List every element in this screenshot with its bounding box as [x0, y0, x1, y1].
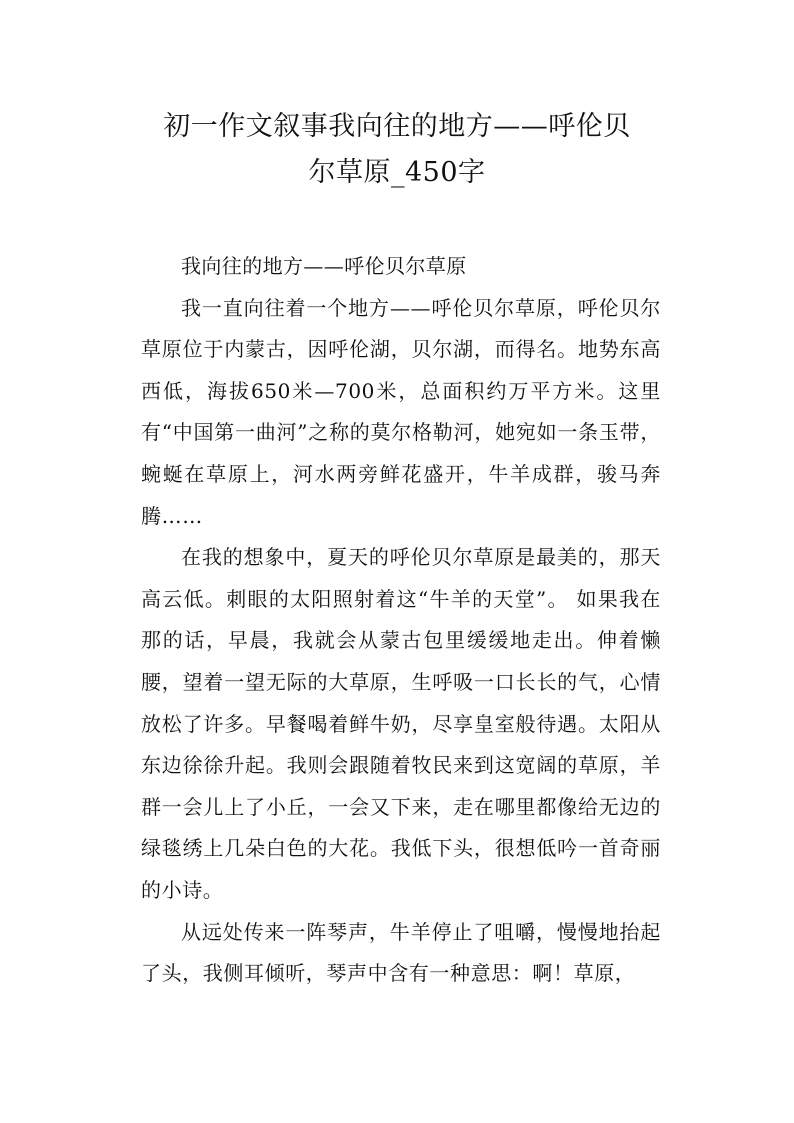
paragraph-3: 从远处传来一阵琴声，牛羊停止了咀嚼，慢慢地抬起了头，我侧耳倾听，琴声中含有一种意思：啊！草原， — [141, 919, 661, 986]
paragraph-1: 我一直向往着一个地方——呼伦贝尔草原，呼伦贝尔草原位于内蒙古，因呼伦湖，贝尔湖，而得名。地势东高西低，海拔650米—700米，总面积约万平方米。这里有“中国第一曲河”之称的莫尔格勒河，她宛如一条玉带，蜿蜒在草原上，河水两旁鲜花盛开，牛羊成群，骏马奔腾…… — [141, 295, 661, 528]
document-body — [141, 246, 661, 995]
document-title — [130, 104, 664, 196]
paragraph-2: 在我的想象中，夏天的呼伦贝尔草原是最美的，那天高云低。刺眼的太阳照射着这“牛羊的天堂”。 如果我在那的话，早晨，我就会从蒙古包里缓缓地走出。伸着懒腰，望着一望无际的大草原，生呼吸一口长长的气，心情放松了许多。早餐喝着鲜牛奶，尽享皇室般待遇。太阳从东边徐徐升起。我则会跟随着牧民来到这宽阔的草原，羊群一会儿上了小丘，一会又下来，走在哪里都像给无边的绿毯绣上几朵白色的大花。我低下头，很想低吟一首奇丽的小诗。 — [141, 545, 661, 902]
title-line-1: 初一作文叙事我向往的地方——呼伦贝 — [163, 111, 631, 142]
title-line-2: 尔草原_450字 — [308, 157, 486, 188]
essay-subtitle: 我向往的地方——呼伦贝尔草原 — [181, 254, 467, 278]
